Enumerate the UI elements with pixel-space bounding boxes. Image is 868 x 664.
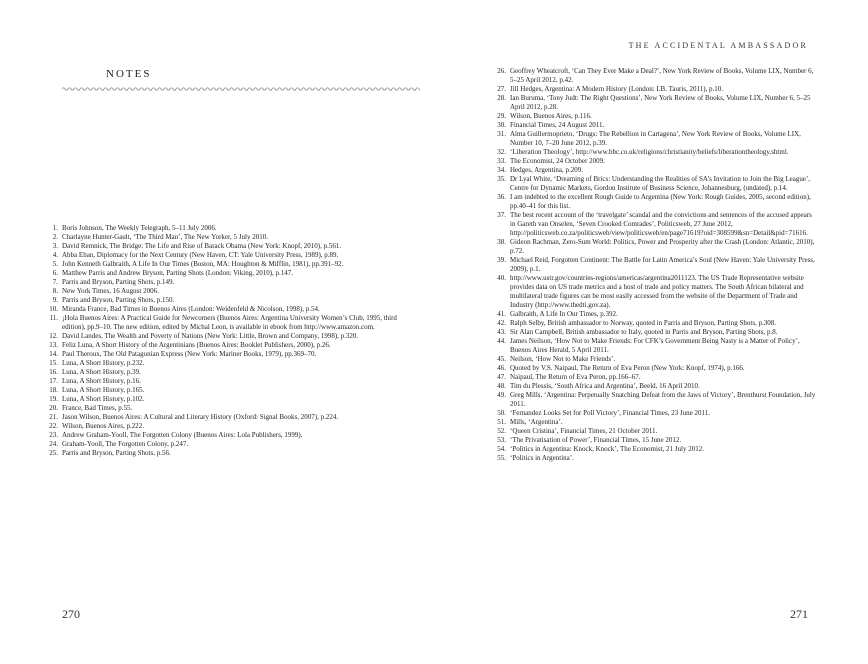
note-item xyxy=(40,386,410,395)
note-text: Boris Johnson, The Weekly Telegraph, 5–11 July 2006. xyxy=(62,224,217,232)
note-text: Quoted by V.S. Naipaul, The Return of Eva Peron (New York: Knopf, 1974), p.166. xyxy=(510,364,745,372)
note-text: James Neilson, ‘How Not to Make Friends: For CFK’s Government Being Nasty is a Matter of Policy’, Buenos Aires Herald, 5 April 2011. xyxy=(510,337,800,354)
note-number: 7. xyxy=(52,278,58,286)
note-text: Luna, A Short History, p.165. xyxy=(62,386,145,394)
note-item xyxy=(488,193,818,211)
note-item xyxy=(488,391,818,409)
note-item xyxy=(488,409,818,418)
note-text: Matthew Parris and Andrew Bryson, Parting Shots (London: Viking, 2010), p.147. xyxy=(62,269,294,277)
notes-list-left xyxy=(40,224,410,458)
note-number: 35. xyxy=(497,175,506,183)
note-item xyxy=(488,373,818,382)
note-number: 47. xyxy=(497,373,506,381)
note-item xyxy=(488,337,818,355)
note-text: Feliz Luna, A Short History of the Argentinians (Buenos Aires: Booklet Publishers, 2000), p.26. xyxy=(62,341,331,349)
note-item xyxy=(488,94,818,112)
note-text: Andrew Graham-Yooll, The Forgotten Colony (Buenos Aires: Lola Publishers, 1999). xyxy=(62,431,303,439)
note-item xyxy=(488,382,818,391)
note-text: Galbraith, A Life In Our Times, p.392. xyxy=(510,310,618,318)
note-item xyxy=(488,67,818,85)
note-text: Jill Hedges, Argentina: A Modern History (London: I.B. Tauris, 2011), p.10. xyxy=(510,85,724,93)
note-item xyxy=(40,359,410,368)
note-item xyxy=(488,319,818,328)
note-number: 23. xyxy=(49,431,58,439)
note-number: 1. xyxy=(52,224,58,232)
note-number: 52. xyxy=(497,427,506,435)
note-number: 20. xyxy=(49,404,58,412)
note-item xyxy=(488,364,818,373)
note-number: 36. xyxy=(497,193,506,201)
note-text: Tim du Plessis, ‘South Africa and Argentina’, Beeld, 16 April 2010. xyxy=(510,382,700,390)
note-item xyxy=(488,130,818,148)
note-item xyxy=(488,157,818,166)
note-item xyxy=(488,175,818,193)
note-text: Greg Mills, ‘Argentina: Perpetually Snatching Defeat from the Jaws of Victory’, Brenthurst Foundation, July 2011. xyxy=(510,391,816,408)
note-text: Charlayne Hunter-Gault, ‘The Third Man’, The New Yorker, 5 July 2010. xyxy=(62,233,268,241)
note-text: ‘The Privatisation of Power’, Financial Times, 15 June 2012. xyxy=(510,436,682,444)
note-text: Luna, A Short History, p.39. xyxy=(62,368,141,376)
running-header: THE ACCIDENTAL AMBASSADOR xyxy=(628,41,808,50)
note-number: 4. xyxy=(52,251,58,259)
note-number: 49. xyxy=(497,391,506,399)
note-number: 45. xyxy=(497,355,506,363)
note-item xyxy=(40,377,410,386)
note-number: 29. xyxy=(497,112,506,120)
note-number: 24. xyxy=(49,440,58,448)
note-number: 9. xyxy=(52,296,58,304)
note-item xyxy=(40,440,410,449)
note-item xyxy=(488,112,818,121)
note-text: Geoffrey Wheatcroft, ‘Can They Ever Make a Deal?’, New York Review of Books, Volume LIX, Number 6, 5–25 April 2012, p.42. xyxy=(510,67,814,84)
note-text: ‘Liberation Theology’, http://www.bbc.co.uk/religions/christianity/beliefs/liberationtheology.shtml. xyxy=(510,148,789,156)
note-number: 8. xyxy=(52,287,58,295)
note-item xyxy=(488,427,818,436)
note-number: 39. xyxy=(497,256,506,264)
note-text: Dr Lyal White, ‘Dreaming of Brics: Understanding the Realities of SA’s Invitation to Join the Big League’, Centre for Dynamic Markets, Gordon Institute of Business Science, Johannesburg, (undated), p.14. xyxy=(510,175,811,192)
note-number: 18. xyxy=(49,386,58,394)
section-title: NOTES xyxy=(106,68,152,80)
note-number: 33. xyxy=(497,157,506,165)
note-item xyxy=(40,278,410,287)
note-item xyxy=(488,85,818,94)
note-number: 37. xyxy=(497,211,506,219)
note-item xyxy=(40,287,410,296)
note-number: 6. xyxy=(52,269,58,277)
note-number: 3. xyxy=(52,242,58,250)
note-item xyxy=(40,296,410,305)
note-text: Parris and Bryson, Parting Shots, p.150. xyxy=(62,296,175,304)
note-text: Luna, A Short History, p.16. xyxy=(62,377,141,385)
note-text: Ralph Selby, British ambassador to Norway, quoted in Parris and Bryson, Parting Shots, p.308. xyxy=(510,319,777,327)
note-text: ¡Hola Buenos Aires: A Practical Guide for Newcomers (Buenos Aires: Argentina University Women’s Club, 1995, third edition), pp.9–10. The new edition, edited by Michal Leon, is available in ebook from http://www.amazon.com. xyxy=(62,314,397,331)
note-number: 2. xyxy=(52,233,58,241)
note-text: David Remnick, The Bridge: The Life and Rise of Barack Obama (New York: Knopf, 2010), p.561. xyxy=(62,242,342,250)
note-number: 51. xyxy=(497,418,506,426)
note-item xyxy=(40,251,410,260)
note-item xyxy=(40,260,410,269)
note-text: Neilson, ‘How Not to Make Friends’. xyxy=(510,355,616,363)
note-number: 46. xyxy=(497,364,506,372)
note-item xyxy=(40,233,410,242)
note-text: Luna, A Short History, p.102. xyxy=(62,395,145,403)
note-number: 34. xyxy=(497,166,506,174)
note-number: 40. xyxy=(497,274,506,282)
note-item xyxy=(488,328,818,337)
note-number: 42. xyxy=(497,319,506,327)
note-item xyxy=(488,148,818,157)
note-number: 31. xyxy=(497,130,506,138)
note-number: 53. xyxy=(497,436,506,444)
note-number: 11. xyxy=(49,314,58,322)
note-item xyxy=(488,121,818,130)
note-item xyxy=(40,341,410,350)
note-number: 32. xyxy=(497,148,506,156)
note-item xyxy=(40,332,410,341)
wavy-rule xyxy=(62,86,420,92)
note-item xyxy=(488,211,818,238)
note-item xyxy=(40,305,410,314)
note-number: 13. xyxy=(49,341,58,349)
note-number: 26. xyxy=(497,67,506,75)
note-item xyxy=(40,368,410,377)
note-text: Mills, ‘Argentina’. xyxy=(510,418,563,426)
note-number: 50. xyxy=(497,409,506,417)
note-item xyxy=(40,269,410,278)
note-number: 17. xyxy=(49,377,58,385)
note-text: Luna, A Short History, p.232. xyxy=(62,359,145,367)
note-text: Ian Buruma, ‘Tony Judt: The Right Questions’, New York Review of Books, Volume LIX, Number 6, 5–25 April 2012, p.28. xyxy=(510,94,811,111)
note-text: David Landes, The Wealth and Poverty of Nations (New York: Little, Brown and Company, 1998), p.320. xyxy=(62,332,359,340)
note-text: I am indebted to the excellent Rough Guide to Argentina (New York: Rough Guides, 2005, second edition), pp.40–41 for this list. xyxy=(510,193,811,210)
note-text: ‘Politics in Argentina: Knock, Knock’, The Economist, 21 July 2012. xyxy=(510,445,704,453)
note-text: Michael Reid, Forgotten Continent: The Battle for Latin America’s Soul (New Haven: Yale University Press, 2009), p.1. xyxy=(510,256,815,273)
note-text: ‘Fernandez Looks Set for Poll Victory’, Financial Times, 23 June 2011. xyxy=(510,409,711,417)
note-number: 44. xyxy=(497,337,506,345)
note-item xyxy=(488,355,818,364)
note-item xyxy=(40,413,410,422)
note-number: 22. xyxy=(49,422,58,430)
note-number: 41. xyxy=(497,310,506,318)
note-item xyxy=(488,418,818,427)
note-number: 21. xyxy=(49,413,58,421)
note-text: Alma Guillermoprieto, ‘Drugs: The Rebellion in Cartagena’, New York Review of Books, Volume LIX, Number 10, 7–20 June 2012, p.39. xyxy=(510,130,801,147)
note-number: 16. xyxy=(49,368,58,376)
note-number: 54. xyxy=(497,445,506,453)
note-text: France, Bad Times, p.55. xyxy=(62,404,133,412)
note-text: Miranda France, Bad Times in Buenos Aires (London: Weidenfeld & Nicolson, 1998), p.54. xyxy=(62,305,320,313)
note-item xyxy=(488,454,818,463)
note-item xyxy=(40,431,410,440)
note-item xyxy=(488,436,818,445)
note-text: Sir Alan Campbell, British ambassador to Italy, quoted in Parris and Bryson, Parting Shots, p.8. xyxy=(510,328,778,336)
note-number: 5. xyxy=(52,260,58,268)
note-text: Jason Wilson, Buenos Aires: A Cultural and Literary History (Oxford: Signal Books, 2007), p.224. xyxy=(62,413,339,421)
note-number: 15. xyxy=(49,359,58,367)
note-text: Naipaul, The Return of Eva Peron, pp.166–67. xyxy=(510,373,641,381)
note-text: Graham-Yooll, The Forgotten Colony, p.247. xyxy=(62,440,189,448)
note-text: Parris and Bryson, Parting Shots, p.56. xyxy=(62,449,171,457)
note-number: 55. xyxy=(497,454,506,462)
note-text: http://www.ustr.gov/countries-regions/americas/argentina2011123. The US Trade Representative website provides data on US trade metrics and a host of trade and policy matters. The South African bilateral and multilateral trade figures can be most easily accessed from the website of the Department of Trade and Industry (http://www.thedti.gov.za). xyxy=(510,274,804,309)
note-text: Parris and Bryson, Parting Shots, p.149. xyxy=(62,278,175,286)
page-number-right: 271 xyxy=(790,607,808,621)
page-number-left: 270 xyxy=(62,607,80,621)
note-text: Financial Times, 24 August 2011. xyxy=(510,121,605,129)
note-text: The best recent account of the ‘travelgate’ scandal and the convictions and sentences of the accused appears in Gareth van Onselen, ‘Seven Crooked Comrades’, Politicsweb, 27 June 2012, http://politicsweb.co.za/politicsweb/view/politicsweb/en/page71619?oid=308599&sn=Detail&pid=71616. xyxy=(510,211,812,237)
note-item xyxy=(40,449,410,458)
note-number: 14. xyxy=(49,350,58,358)
note-item xyxy=(488,238,818,256)
note-item xyxy=(488,310,818,319)
note-text: Wilson, Buenos Aires, p.222. xyxy=(62,422,144,430)
note-number: 48. xyxy=(497,382,506,390)
note-item xyxy=(488,445,818,454)
note-text: Abba Eban, Diplomacy for the Next Century (New Haven, CT: Yale University Press, 1989), p.89. xyxy=(62,251,339,259)
note-number: 19. xyxy=(49,395,58,403)
note-number: 43. xyxy=(497,328,506,336)
note-text: Wilson, Buenos Aires, p.116. xyxy=(510,112,592,120)
notes-list-right xyxy=(488,67,818,463)
note-text: ‘Queen Cristina’, Financial Times, 21 October 2011. xyxy=(510,427,658,435)
note-number: 30. xyxy=(497,121,506,129)
note-text: Hedges, Argentina, p.209. xyxy=(510,166,583,174)
note-text: The Economist, 24 October 2009. xyxy=(510,157,605,165)
note-text: New York Times, 16 August 2006. xyxy=(62,287,159,295)
note-text: ‘Politics in Argentina’. xyxy=(510,454,574,462)
note-number: 10. xyxy=(49,305,58,313)
note-item xyxy=(488,256,818,274)
note-item xyxy=(488,166,818,175)
note-number: 12. xyxy=(49,332,58,340)
note-item xyxy=(40,224,410,233)
note-item xyxy=(40,314,410,332)
note-item xyxy=(488,274,818,310)
note-text: Gideon Rachman, Zero-Sum World: Politics, Power and Prosperity after the Crash (London: Atlantic, 2010), p.72. xyxy=(510,238,815,255)
note-number: 38. xyxy=(497,238,506,246)
note-number: 28. xyxy=(497,94,506,102)
note-text: Paul Theroux, The Old Patagonian Express (New York: Mariner Books, 1979), pp.369–70. xyxy=(62,350,317,358)
note-item xyxy=(40,350,410,359)
note-item xyxy=(40,242,410,251)
note-text: John Kenneth Galbraith, A Life In Our Times (Boston, MA: Houghton & Mifflin, 1981), pp.391–92. xyxy=(62,260,344,268)
note-number: 25. xyxy=(49,449,58,457)
note-item xyxy=(40,422,410,431)
note-item xyxy=(40,404,410,413)
note-number: 27. xyxy=(497,85,506,93)
note-item xyxy=(40,395,410,404)
